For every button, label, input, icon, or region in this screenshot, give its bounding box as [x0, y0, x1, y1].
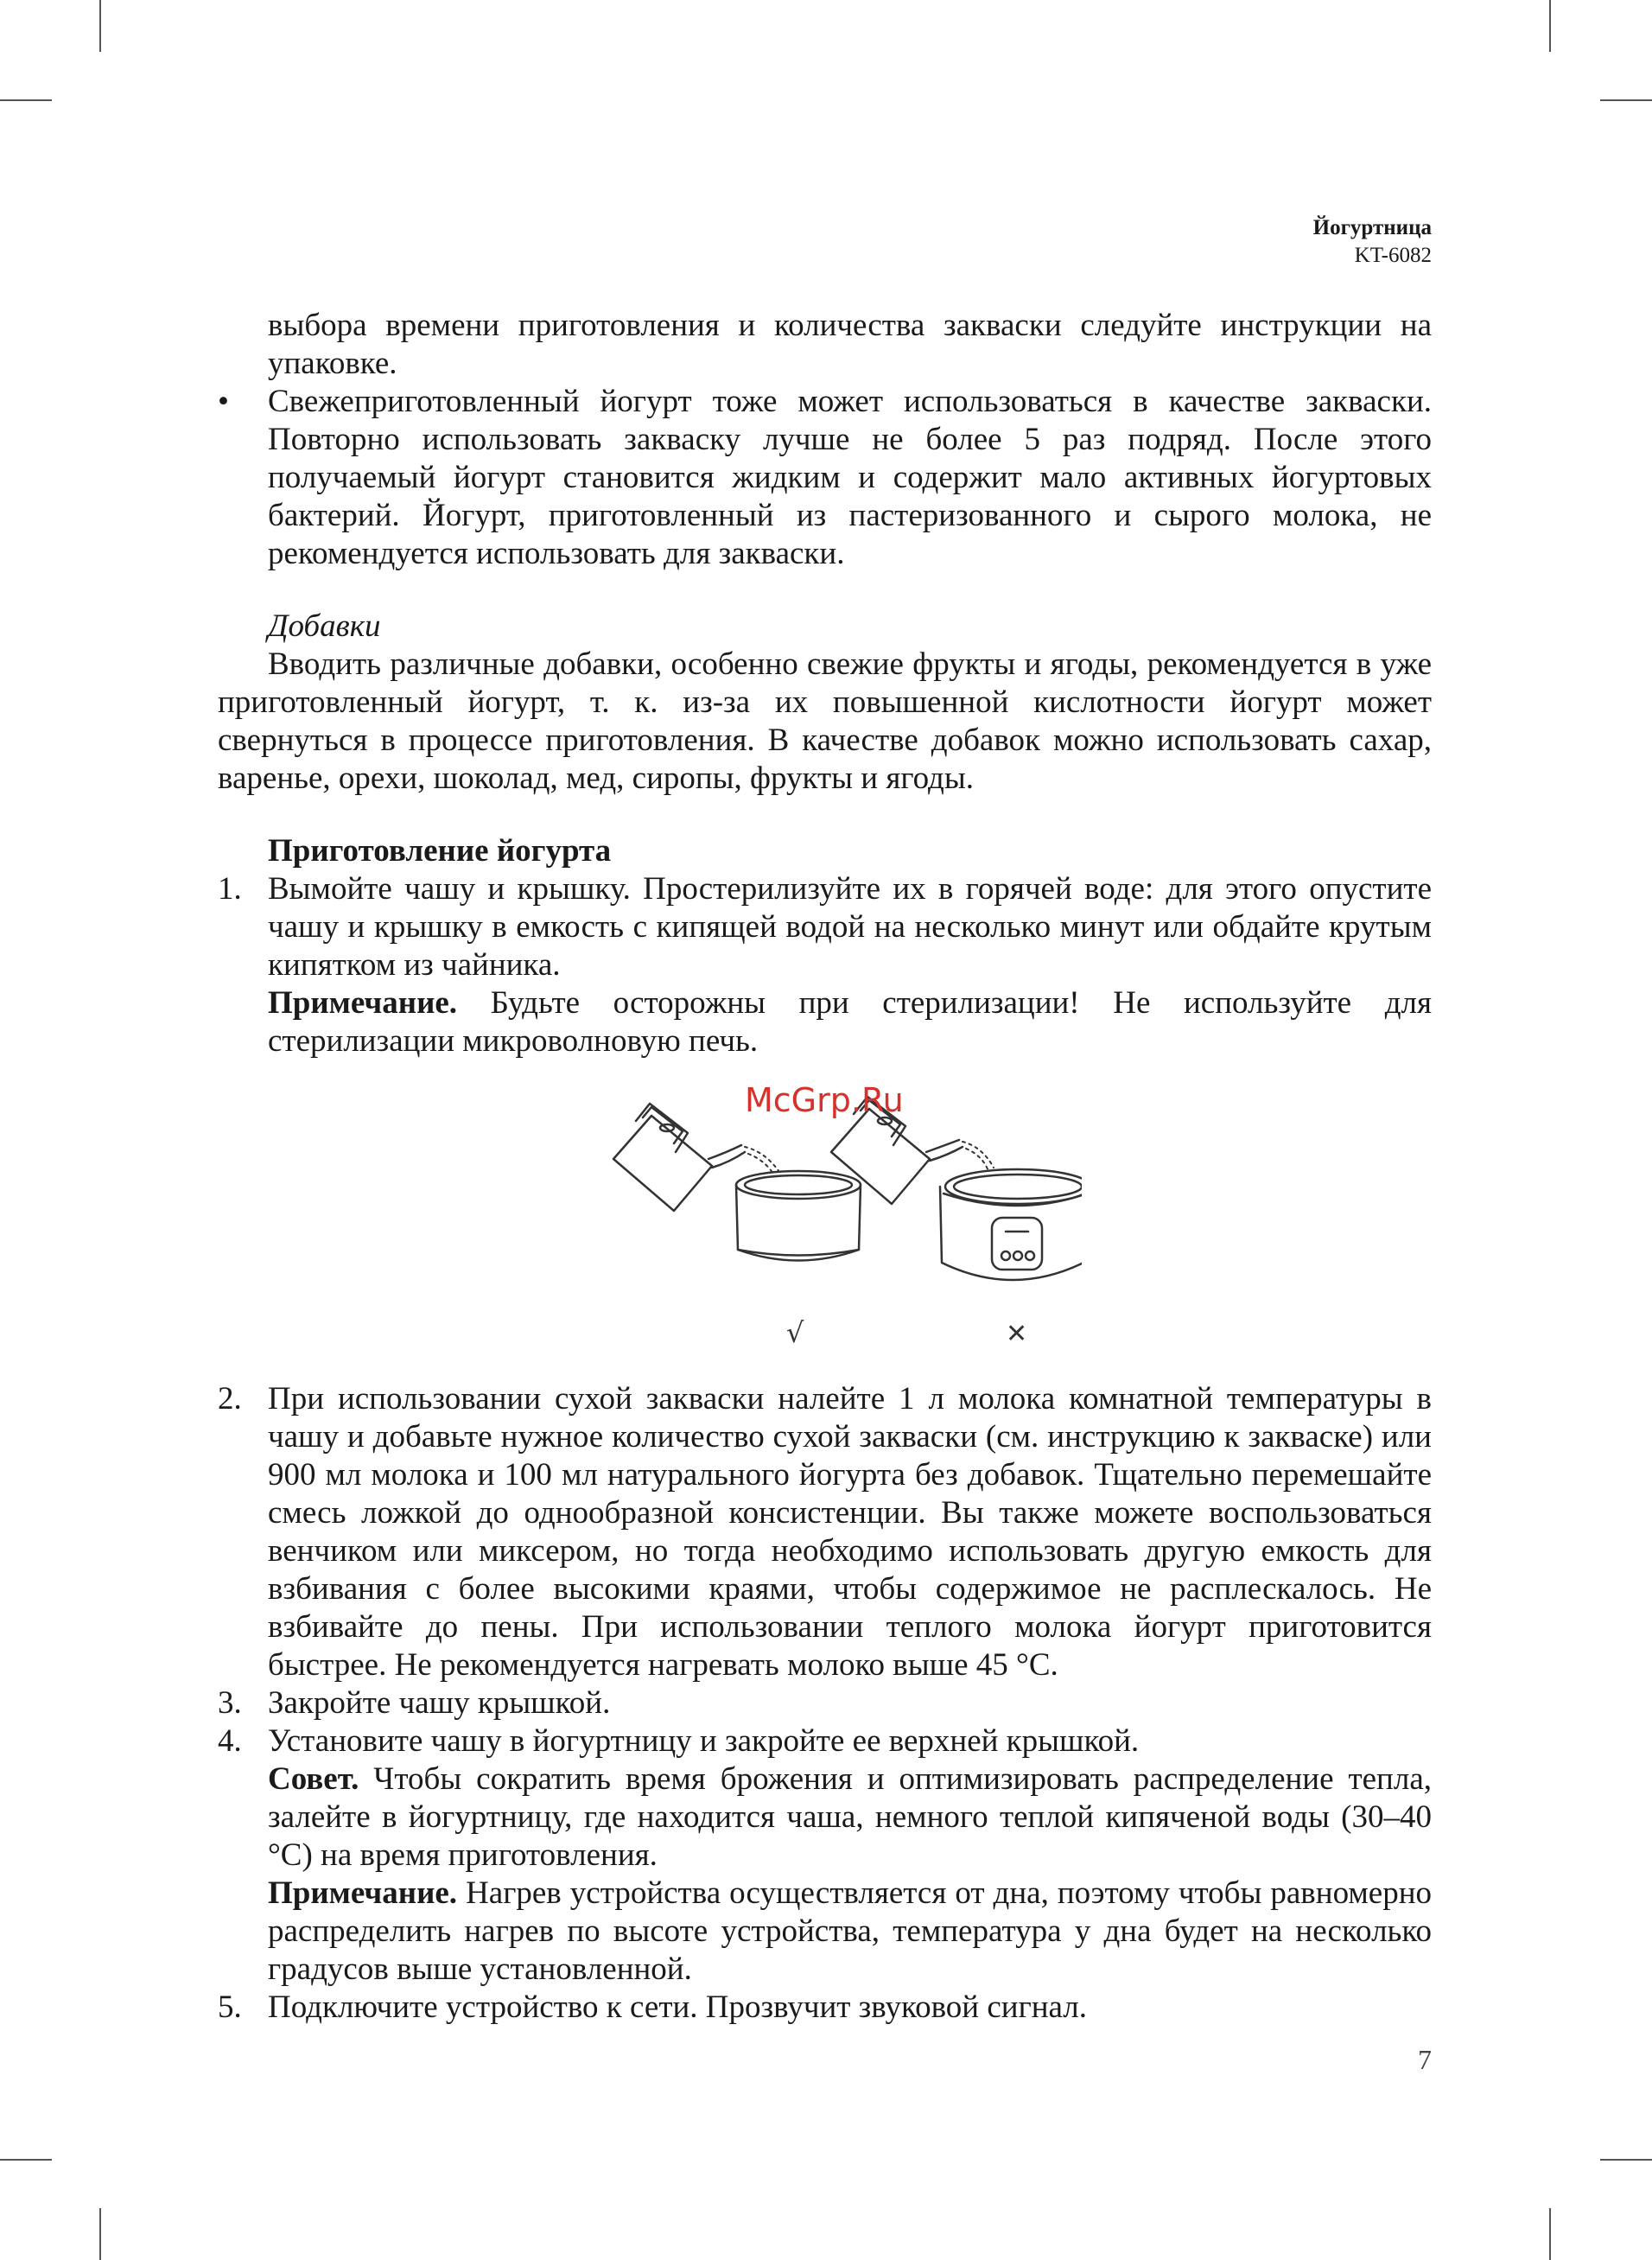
running-header	[1313, 214, 1432, 270]
step-5-number: 5.	[218, 1989, 242, 2025]
step-4-tip-text: Чтобы сократить время брожения и оптимизировать распределение тепла, залейте в йогуртницу, где находится чаша, немного теплой кипяченой воды (30–40 °C) на время приготовления.	[268, 1761, 1432, 1873]
additives-text: Вводить различные добавки, особенно свежие фрукты и ягоды, рекомендуется в уже приготовленный йогурт, т. к. из-за их повышенной кислотности йогурт может свернуться в процессе приготовления. В качестве добавок можно использовать сахар, варенье, орехи, шоколад, мед, сиропы, фрукты и ягоды.	[218, 646, 1432, 796]
crop-mark-top-left-v	[99, 0, 101, 52]
crop-mark-bottom-right-v	[1549, 2208, 1551, 2260]
step-2	[218, 1380, 1432, 1684]
step-4	[218, 1722, 1432, 1989]
page-number: 7	[1418, 2044, 1432, 2075]
bullet-item	[218, 383, 1432, 573]
bullet-text: Свежеприготовленный йогурт тоже может использоваться в качестве закваски. Повторно использовать закваску лучше не более 5 раз подряд. После этого получаемый йогурт становится жидким и содержит мало активных йогуртовых бактерий. Йогурт, приготовленный из пастеризованного и сырого молока, не рекомендуется использовать для закваски.	[268, 384, 1432, 571]
correct-mark: √	[786, 1316, 804, 1349]
step-4-text: Установите чашу в йогуртницу и закройте ее верхней крышкой.	[268, 1723, 1140, 1759]
step-3-text: Закройте чашу крышкой.	[268, 1685, 611, 1721]
step-4-tip-label: Совет.	[268, 1761, 359, 1797]
step-1-note-text: Будьте осторожны при стерилизации! Не используйте для стерилизации микроволновую печь.	[268, 985, 1432, 1059]
step-1-note-label: Примечание.	[268, 985, 458, 1021]
step-4-note	[268, 1875, 1432, 1989]
step-3-number: 3.	[218, 1685, 242, 1721]
crop-mark-top-right-h	[1600, 99, 1652, 101]
header-title: Йогуртница	[1312, 216, 1432, 239]
crop-mark-bottom-left-v	[99, 2208, 101, 2260]
step-2-number: 2.	[218, 1381, 242, 1416]
sterilization-figure	[218, 1073, 1432, 1366]
step-4-note-text: Нагрев устройства осуществляется от дна, поэтому чтобы равномерно распределить нагрев по высоте устройства, температура у дна будет на несколько градусов выше установленной.	[268, 1875, 1432, 1987]
crop-mark-bottom-left-h	[0, 2159, 52, 2161]
crop-mark-top-left-h	[0, 99, 52, 101]
bullet-marker: •	[218, 384, 229, 419]
step-2-text: При использовании сухой закваски налейте 1 л молока комнатной температуры в чашу и добавьте нужное количество сухой закваски (см. инструкцию к закваске) или 900 мл молока и 100 мл натурального йогурта без добавок. Тщательно перемешайте смесь ложкой до однообразной консистенции. Вы также можете воспользоваться венчиком или миксером, но тогда необходимо использовать другую емкость для взбивания с более высокими краями, чтобы содержимое не расплескалось. Не взбивайте до пены. При использовании теплого молока йогурт приготовится быстрее. Не рекомендуется нагревать молоко выше 45 °C.	[268, 1381, 1432, 1683]
header-model: KT-6082	[1354, 244, 1432, 267]
step-1-number: 1.	[218, 871, 242, 907]
step-5	[218, 1989, 1432, 2027]
preparation-heading: Приготовление йогурта	[268, 833, 612, 869]
step-3	[218, 1684, 1432, 1722]
step-4-note-label: Примечание.	[268, 1875, 458, 1911]
intro-continuation: выбора времени приготовления и количества закваски следуйте инструкции на упаковке.	[268, 308, 1432, 381]
yogurt-maker-icon	[940, 1169, 1082, 1280]
watermark: McGrp.Ru	[745, 1081, 904, 1119]
crop-mark-top-right-v	[1549, 0, 1551, 52]
step-1-note	[268, 984, 1432, 1060]
kettle-left-icon	[613, 1104, 745, 1211]
step-1-text: Вымойте чашу и крышку. Простерилизуйте их в горячей воде: для этого опустите чашу и крышку в емкость с кипящей водой на несколько минут или обдайте крутым кипятком из чайника.	[268, 871, 1432, 983]
water-stream-right-icon	[963, 1142, 994, 1171]
step-5-text: Подключите устройство к сети. Прозвучит звуковой сигнал.	[268, 1989, 1088, 2025]
pot-icon	[736, 1171, 861, 1261]
additives-heading: Добавки	[268, 608, 381, 644]
wrong-mark: ✕	[1006, 1319, 1028, 1349]
step-1	[218, 870, 1432, 1060]
step-4-tip	[268, 1760, 1432, 1875]
step-4-number: 4.	[218, 1723, 242, 1759]
crop-mark-bottom-right-h	[1600, 2159, 1652, 2161]
page-body	[218, 307, 1432, 2027]
